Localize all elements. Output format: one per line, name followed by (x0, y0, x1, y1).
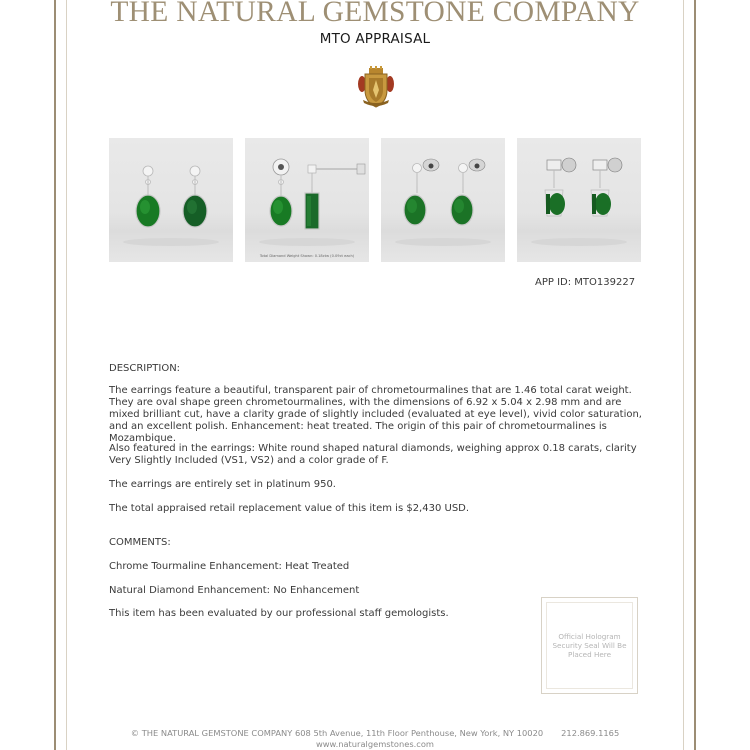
document-type-title: MTO APPRAISAL (319, 31, 431, 47)
product-image-front[interactable] (109, 138, 233, 262)
comment-evaluation-note: This item has been evaluated by our professional staff gemologists. (109, 608, 449, 619)
image-caption: Total Diamond Weight Shown: 0.18ctw (0.09ct each) (259, 254, 355, 258)
footer-phone: 212.869.1165 (561, 728, 620, 738)
page-border-inner-left (66, 0, 67, 750)
footer-website-link[interactable]: www.naturalgemstones.com (315, 739, 435, 749)
page-border-outer-left (54, 0, 56, 750)
product-image-back[interactable] (517, 138, 641, 262)
comment-diamond-enhancement: Natural Diamond Enhancement: No Enhancement (109, 585, 360, 596)
page-border-inner-right (683, 0, 684, 750)
page-border-outer-right (694, 0, 696, 750)
earrings-back-icon (517, 138, 641, 262)
description-paragraph-gem: The earrings feature a beautiful, transparent pair of chrometourmalines that are 1.46 total carat weight. They are oval shape green chrometourmalines, with the dimensions of 6.92 x 5.04 x 2.98 mm and are mixed brilliant cut, have a clarity grade of slightly included (evaluated at eye level), vivid color saturation, and an excellent polish. Enhancement: heat treated. The origin of this pair of chrometourmalines is Mozambique. (109, 385, 642, 444)
hologram-seal-inner-frame (546, 602, 633, 689)
description-paragraph-diamonds: Also featured in the earrings: White round shaped natural diamonds, weighing approx 0.18 carats, clarity Very Slightly Included (VS1, VS2) and a color grade of F. (109, 443, 637, 466)
company-name: THE NATURAL GEMSTONE COMPANY (110, 0, 640, 28)
product-image-side[interactable] (245, 138, 369, 262)
footer-company-address: © THE NATURAL GEMSTONE COMPANY 608 5th Avenue, 11th Floor Penthouse, New York, NY 10020 (130, 728, 544, 738)
product-image-angled[interactable] (381, 138, 505, 262)
description-paragraph-metal: The earrings are entirely set in platinum 950. (109, 479, 336, 490)
hologram-seal-text: Official Hologram Security Seal Will Be Placed Here (552, 632, 627, 659)
earrings-front-icon (109, 138, 233, 262)
description-heading: DESCRIPTION: (109, 363, 181, 374)
comments-heading: COMMENTS: (109, 537, 171, 548)
appraisal-id: APP ID: MTO139227 (535, 277, 636, 288)
earrings-angled-icon (381, 138, 505, 262)
hologram-seal-placeholder (541, 597, 638, 694)
description-paragraph-value: The total appraised retail replacement value of this item is $2,430 USD. (109, 503, 470, 514)
footer-address-line (67, 728, 683, 738)
earrings-side-icon (245, 138, 369, 262)
comment-tourmaline-enhancement: Chrome Tourmaline Enhancement: Heat Treated (109, 561, 350, 572)
company-crest-icon (357, 66, 395, 110)
